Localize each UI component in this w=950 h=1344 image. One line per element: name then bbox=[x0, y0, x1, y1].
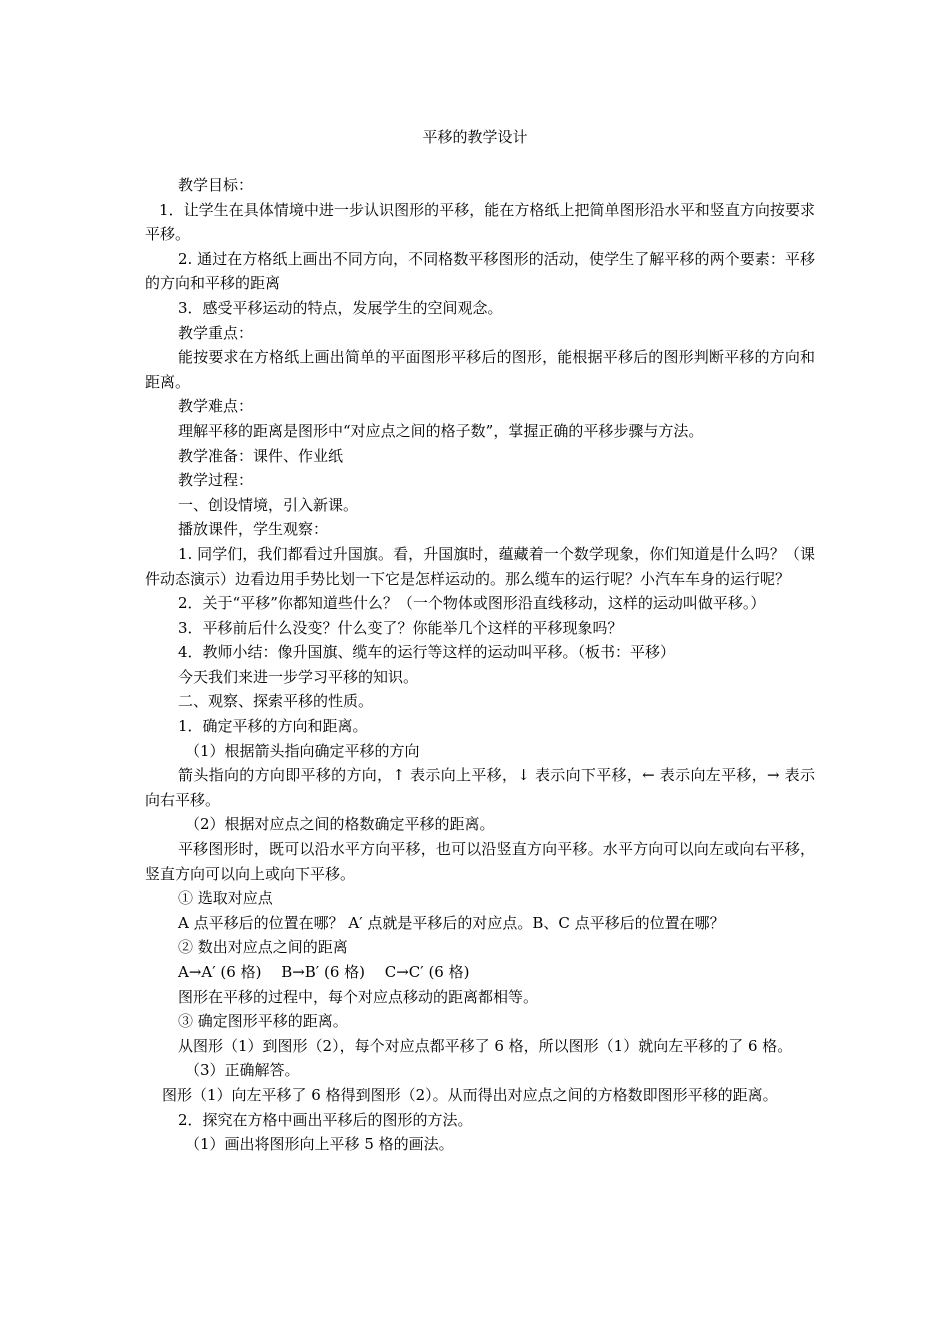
paragraph: 1. 同学们，我们都看过升国旗。看，升国旗时，蕴藏着一个数学现象，你们知道是什么吗？（课件动态演示）边看边用手势比划一下它是怎样运动的。那么缆车的运行呢？小汽车车身的运行呢？ bbox=[145, 544, 815, 588]
paragraph: 2．关于“平移”你都知道些什么？（一个物体或图形沿直线移动，这样的运动叫做平移。） bbox=[178, 594, 766, 613]
paragraph: 教学目标： bbox=[178, 176, 254, 194]
paragraph: 2．探究在方格中画出平移后的图形的方法。 bbox=[178, 1110, 473, 1129]
paragraph: （2）根据对应点之间的格数确定平移的距离。 bbox=[185, 815, 495, 834]
paragraph: 2. 通过在方格纸上画出不同方向，不同格数平移图形的活动，使学生了解平移的两个要素：平移的方向和平移的距离 bbox=[145, 249, 815, 293]
paragraph: 1．确定平移的方向和距离。 bbox=[178, 717, 368, 736]
paragraph: 教学准备：课件、作业纸 bbox=[178, 446, 344, 465]
paragraph: 从图形（1）到图形（2），每个对应点都平移了 6 格，所以图形（1）就向左平移的了 6 格。 bbox=[178, 1036, 793, 1055]
paragraph: 播放课件，学生观察： bbox=[178, 520, 329, 539]
paragraph: ② 数出对应点之间的距离 bbox=[178, 938, 348, 957]
paragraph: 箭头指向的方向即平移的方向，↑ 表示向上平移，↓ 表示向下平移，← 表示向左平移，→ 表示向右平移。 bbox=[145, 766, 815, 809]
paragraph: 3．平移前后什么没变？什么变了？你能举几个这样的平移现象吗？ bbox=[178, 618, 623, 637]
paragraph: 能按要求在方格纸上画出简单的平面图形平移后的图形，能根据平移后的图形判断平移的方向和距离。 bbox=[145, 348, 815, 391]
paragraph: 平移图形时，既可以沿水平方向平移，也可以沿竖直方向平移。水平方向可以向左或向右平移，竖直方向可以向上或向下平移。 bbox=[145, 840, 815, 883]
paragraph: 3．感受平移运动的特点，发展学生的空间观念。 bbox=[178, 298, 503, 317]
paragraph: 4．教师小结：像升国旗、缆车的运行等这样的运动叫平移。（板书：平移） bbox=[178, 643, 676, 662]
paragraph: 一、创设情境，引入新课。 bbox=[178, 495, 359, 514]
paragraph: 图形（1）向左平移了 6 格得到图形（2）。从而得出对应点之间的方格数即图形平移的距离。 bbox=[162, 1085, 778, 1104]
paragraph: （1）画出将图形向上平移 5 格的画法。 bbox=[185, 1135, 454, 1154]
paragraph: 1．让学生在具体情境中进一步认识图形的平移，能在方格纸上把简单图形沿水平和竖直方向按要求平移。 bbox=[145, 200, 815, 244]
paragraph: 教学过程： bbox=[178, 471, 254, 490]
paragraph: A→A′ (6 格) B→B′ (6 格) C→C′ (6 格) bbox=[178, 963, 470, 981]
paragraph: （1）根据箭头指向确定平移的方向 bbox=[185, 741, 420, 760]
paragraph: ③ 确定图形平移的距离。 bbox=[178, 1012, 348, 1031]
paragraph: A 点平移后的位置在哪？ A′ 点就是平移后的对应点。B、C 点平移后的位置在哪？ bbox=[178, 913, 725, 932]
paragraph: 二、观察、探索平移的性质。 bbox=[178, 692, 374, 711]
paragraph: 理解平移的距离是图形中“对应点之间的格子数”，掌握正确的平移步骤与方法。 bbox=[178, 421, 704, 440]
paragraph: 图形在平移的过程中，每个对应点移动的距离都相等。 bbox=[178, 987, 539, 1006]
document-title: 平移的教学设计 bbox=[422, 128, 528, 146]
paragraph: （3）正确解答。 bbox=[185, 1061, 300, 1080]
paragraph: 今天我们来进一步学习平移的知识。 bbox=[178, 667, 419, 686]
document-body bbox=[145, 173, 815, 1157]
paragraph: ① 选取对应点 bbox=[178, 889, 273, 908]
paragraph: 教学重点： bbox=[178, 323, 254, 342]
paragraph: 教学难点： bbox=[178, 397, 254, 416]
